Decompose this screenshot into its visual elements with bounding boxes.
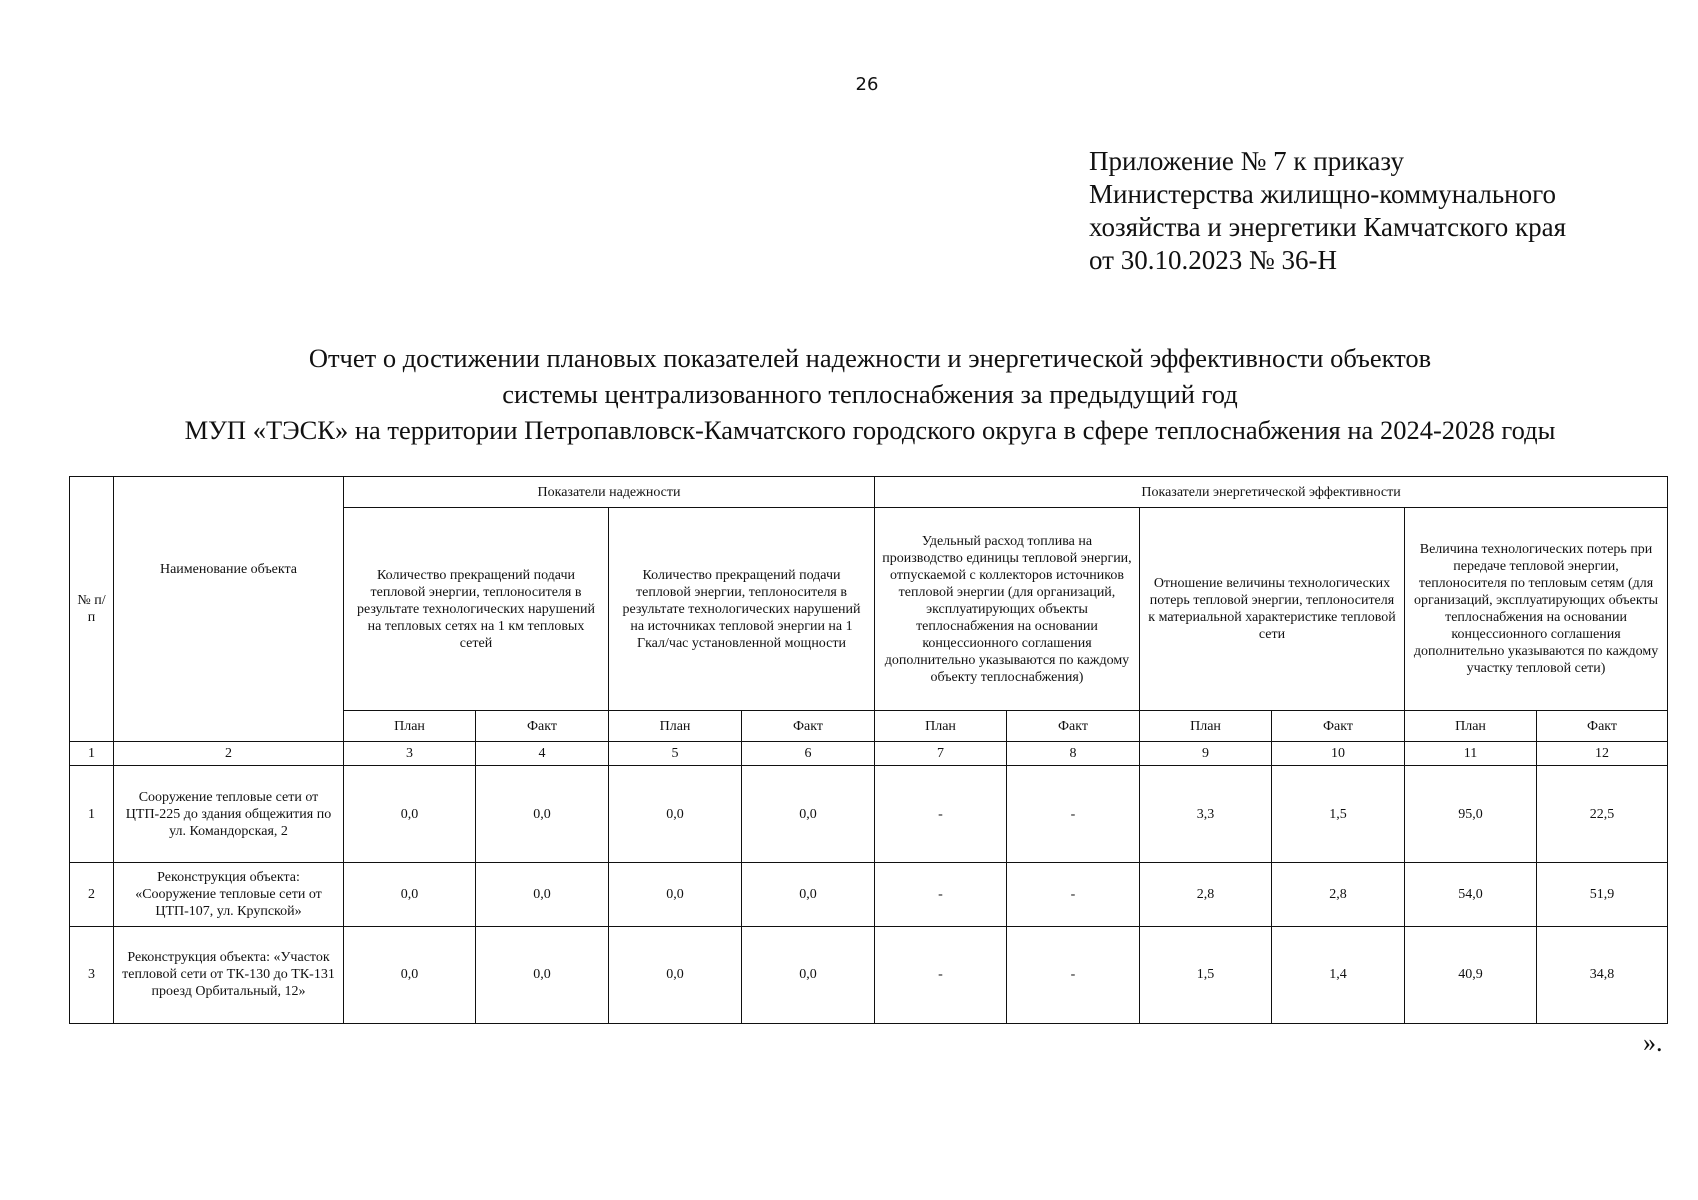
appendix-line: хозяйства и энергетики Камчатского края xyxy=(1089,212,1567,242)
table-cell: - xyxy=(875,862,1007,926)
column-number: 10 xyxy=(1272,742,1405,766)
table-row xyxy=(70,926,1668,1023)
column-number: 6 xyxy=(742,742,875,766)
table-cell: 40,9 xyxy=(1405,926,1537,1023)
header-number: № п/п xyxy=(70,477,114,742)
table-cell: 0,0 xyxy=(742,766,875,862)
header-indicator-3: Удельный расход топлива на производство единицы тепловой энергии, отпускаемой с коллекторов источников тепловой энергии (для организаций, эксплуатирующих объекты теплоснабжения на основании концессионного соглашения дополнительно указываются по каждому объекту теплоснабжения) xyxy=(875,508,1140,711)
table-row xyxy=(70,766,1668,862)
column-number: 11 xyxy=(1405,742,1537,766)
table-cell: 3,3 xyxy=(1140,766,1272,862)
table-cell: 34,8 xyxy=(1537,926,1668,1023)
row-number: 3 xyxy=(70,926,114,1023)
appendix-line: от 30.10.2023 № 36-Н xyxy=(1089,245,1337,275)
table-cell: 54,0 xyxy=(1405,862,1537,926)
table-cell: 1,5 xyxy=(1140,926,1272,1023)
table-cell: - xyxy=(875,766,1007,862)
column-number: 7 xyxy=(875,742,1007,766)
table-cell: 2,8 xyxy=(1140,862,1272,926)
header-fact: Факт xyxy=(742,711,875,742)
row-number: 1 xyxy=(70,766,114,862)
title-line: системы централизованного теплоснабжения за предыдущий год xyxy=(502,379,1238,409)
table-cell: 51,9 xyxy=(1537,862,1668,926)
table-cell: 0,0 xyxy=(344,862,476,926)
table-cell: 1,5 xyxy=(1272,766,1405,862)
header-reliability-group: Показатели надежности xyxy=(344,477,875,508)
table-cell: 0,0 xyxy=(609,926,742,1023)
report-title xyxy=(0,340,1698,448)
header-plan: План xyxy=(1140,711,1272,742)
table-cell: 1,4 xyxy=(1272,926,1405,1023)
closing-quote-mark: ». xyxy=(1643,1028,1663,1057)
table-cell: - xyxy=(1007,766,1140,862)
table-cell: 2,8 xyxy=(1272,862,1405,926)
table-cell: - xyxy=(1007,926,1140,1023)
group-header-row xyxy=(70,477,1668,508)
header-fact: Факт xyxy=(1007,711,1140,742)
column-number: 5 xyxy=(609,742,742,766)
object-name: Реконструкция объекта: «Участок тепловой сети от ТК-130 до ТК-131 проезд Орбитальный, 12» xyxy=(114,926,344,1023)
column-number-row xyxy=(70,742,1668,766)
header-efficiency-group: Показатели энергетической эффективности xyxy=(875,477,1668,508)
table-cell: 0,0 xyxy=(609,862,742,926)
object-name: Реконструкция объекта: «Сооружение тепловые сети от ЦТП-107, ул. Крупской» xyxy=(114,862,344,926)
appendix-reference xyxy=(1089,145,1566,277)
row-number: 2 xyxy=(70,862,114,926)
appendix-line: Приложение № 7 к приказу xyxy=(1089,146,1404,176)
appendix-line: Министерства жилищно-коммунального xyxy=(1089,179,1557,209)
table-cell: 0,0 xyxy=(344,766,476,862)
table-cell: 0,0 xyxy=(742,862,875,926)
column-number: 1 xyxy=(70,742,114,766)
table-row xyxy=(70,862,1668,926)
table-cell: 95,0 xyxy=(1405,766,1537,862)
page-number: 26 xyxy=(855,74,879,95)
table-cell: 0,0 xyxy=(742,926,875,1023)
header-plan: План xyxy=(344,711,476,742)
column-number: 3 xyxy=(344,742,476,766)
title-line: Отчет о достижении плановых показателей надежности и энергетической эффективности объектов xyxy=(308,343,1432,373)
table-cell: 22,5 xyxy=(1537,766,1668,862)
column-number: 12 xyxy=(1537,742,1668,766)
indicators-table xyxy=(69,476,1668,1024)
table-cell: 0,0 xyxy=(609,766,742,862)
header-plan: План xyxy=(609,711,742,742)
header-object-name: Наименование объекта xyxy=(114,477,344,742)
column-number: 9 xyxy=(1140,742,1272,766)
table-cell: - xyxy=(1007,862,1140,926)
table-cell: 0,0 xyxy=(476,926,609,1023)
table-cell: 0,0 xyxy=(476,862,609,926)
header-fact: Факт xyxy=(476,711,609,742)
column-number: 8 xyxy=(1007,742,1140,766)
column-number: 2 xyxy=(114,742,344,766)
column-number: 4 xyxy=(476,742,609,766)
title-line: МУП «ТЭСК» на территории Петропавловск-Камчатского городского округа в сфере теплоснабжения на 2024-2028 годы xyxy=(184,415,1556,445)
header-indicator-2: Количество прекращений подачи тепловой энергии, теплоносителя в результате технологических нарушений на источниках тепловой энергии на 1 Гкал/час установленной мощности xyxy=(609,508,875,711)
header-fact: Факт xyxy=(1272,711,1405,742)
header-plan: План xyxy=(875,711,1007,742)
header-plan: План xyxy=(1405,711,1537,742)
header-fact: Факт xyxy=(1537,711,1668,742)
header-indicator-5: Величина технологических потерь при передаче тепловой энергии, теплоносителя по тепловым сетям (для организаций, эксплуатирующих объекты теплоснабжения на основании концессионного соглашения дополнительно указываются по каждому участку тепловой сети) xyxy=(1405,508,1668,711)
table-cell: - xyxy=(875,926,1007,1023)
table-cell: 0,0 xyxy=(344,926,476,1023)
header-indicator-1: Количество прекращений подачи тепловой энергии, теплоносителя в результате технологических нарушений на тепловых сетях на 1 км тепловых сетей xyxy=(344,508,609,711)
object-name: Сооружение тепловые сети от ЦТП-225 до здания общежития по ул. Командорская, 2 xyxy=(114,766,344,862)
table-cell: 0,0 xyxy=(476,766,609,862)
header-indicator-4: Отношение величины технологических потерь тепловой энергии, теплоносителя к материальной характеристике тепловой сети xyxy=(1140,508,1405,711)
